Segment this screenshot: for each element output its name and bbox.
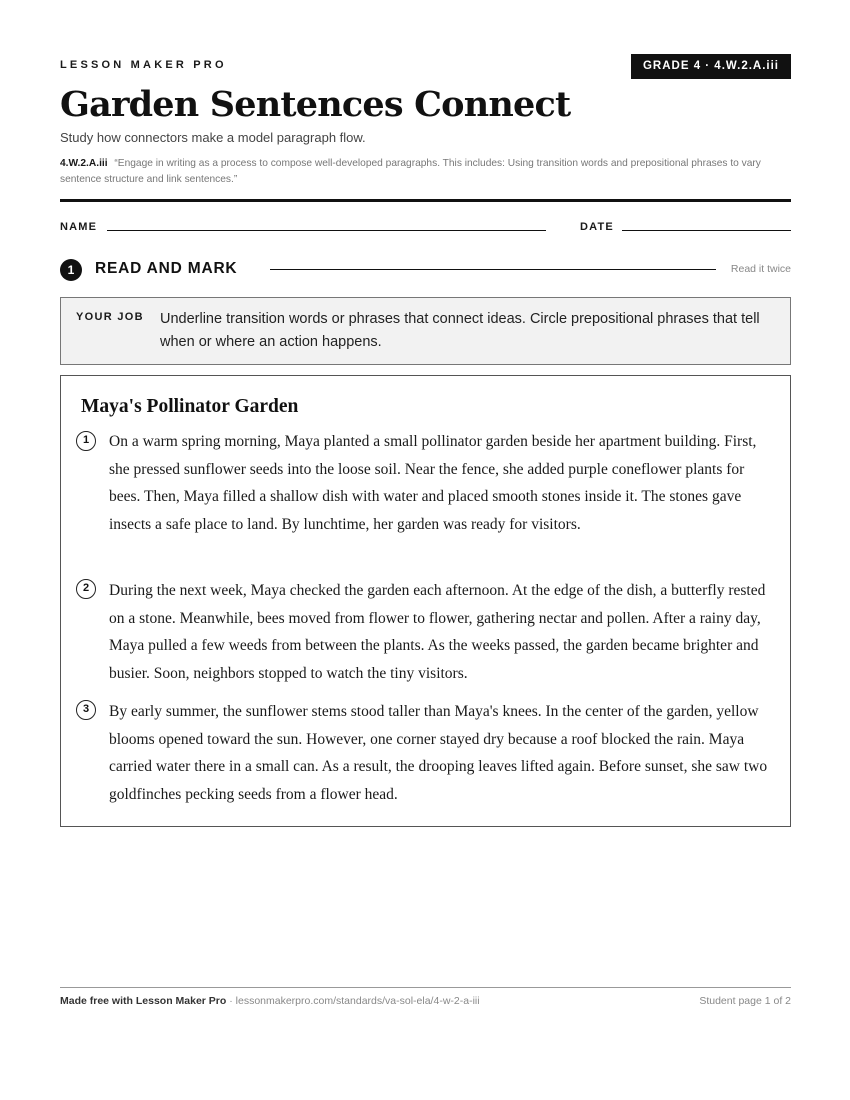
- paragraph-number: 3: [76, 700, 96, 720]
- grade-badge: GRADE 4 · 4.W.2.A.iii: [631, 54, 791, 79]
- paragraph-text: On a warm spring morning, Maya planted a small pollinator garden beside her apartment building. First, she pressed sunflower seeds into the loose soil. Near the fence, she added purple coneflower plants for bees. Then, Maya filled a shallow dish with water and placed smooth stones inside it. The stones gave insects a safe place to land. By lunchtime, her garden was ready for visitors.: [109, 433, 757, 534]
- passage-title: Maya's Pollinator Garden: [81, 396, 299, 417]
- section-note: Read it twice: [730, 263, 791, 275]
- brand-name: LESSON MAKER PRO: [60, 59, 227, 71]
- page-title: Garden Sentences Connect: [60, 84, 571, 125]
- instructions-box: [60, 297, 791, 365]
- standard-description: [60, 156, 791, 188]
- footer-credit: [60, 995, 480, 1007]
- worksheet-page: [60, 0, 791, 1100]
- section-divider: [270, 269, 716, 270]
- footer-divider: [60, 987, 791, 988]
- footer-page-number: Student page 1 of 2: [699, 995, 791, 1007]
- date-field[interactable]: [622, 230, 791, 231]
- paragraph-text: During the next week, Maya checked the garden each afternoon. At the edge of the dish, a butterfly rested on a stone. Meanwhile, bees moved from flower to flower, gathering nectar and pollen. After a rainy day, Maya pulled a few weeds from between the plants. As the weeks passed, the garden became brighter and busier. Soon, neighbors stopped to watch the tiny visitors.: [109, 582, 766, 683]
- section-title: READ AND MARK: [95, 260, 238, 277]
- reading-passage: [60, 375, 791, 827]
- page-subtitle: Study how connectors make a model paragraph flow.: [60, 130, 366, 145]
- instructions-text: Underline transition words or phrases that connect ideas. Circle prepositional phrases that tell when or where an action happens.: [160, 311, 760, 350]
- paragraph-number: 1: [76, 431, 96, 451]
- section-number-badge: 1: [60, 259, 82, 281]
- date-label: DATE: [580, 221, 614, 233]
- name-field[interactable]: [107, 230, 546, 231]
- footer-url[interactable]: · lessonmakerpro.com/standards/va-sol-ela/4-w-2-a-iii: [226, 995, 480, 1007]
- paragraph-number: 2: [76, 579, 96, 599]
- header-divider: [60, 199, 791, 202]
- standard-text: “Engage in writing as a process to compose well-developed paragraphs. This includes: Using transition words and prepositional phrases to vary sentence structure and link sentences.”: [60, 158, 761, 185]
- footer-made-with: Made free with Lesson Maker Pro: [60, 995, 227, 1007]
- standard-code: 4.W.2.A.iii: [60, 158, 108, 169]
- instructions-label: YOUR JOB: [76, 311, 144, 323]
- name-label: NAME: [60, 221, 98, 233]
- paragraph-text: By early summer, the sunflower stems stood taller than Maya's knees. In the center of the garden, yellow blooms opened toward the sun. However, one corner stayed dry because a roof blocked the rain. Maya carried water there in a small can. As a result, the drooping leaves lifted again. Before sunset, she saw two goldfinches pecking seeds from a flower head.: [109, 703, 768, 804]
